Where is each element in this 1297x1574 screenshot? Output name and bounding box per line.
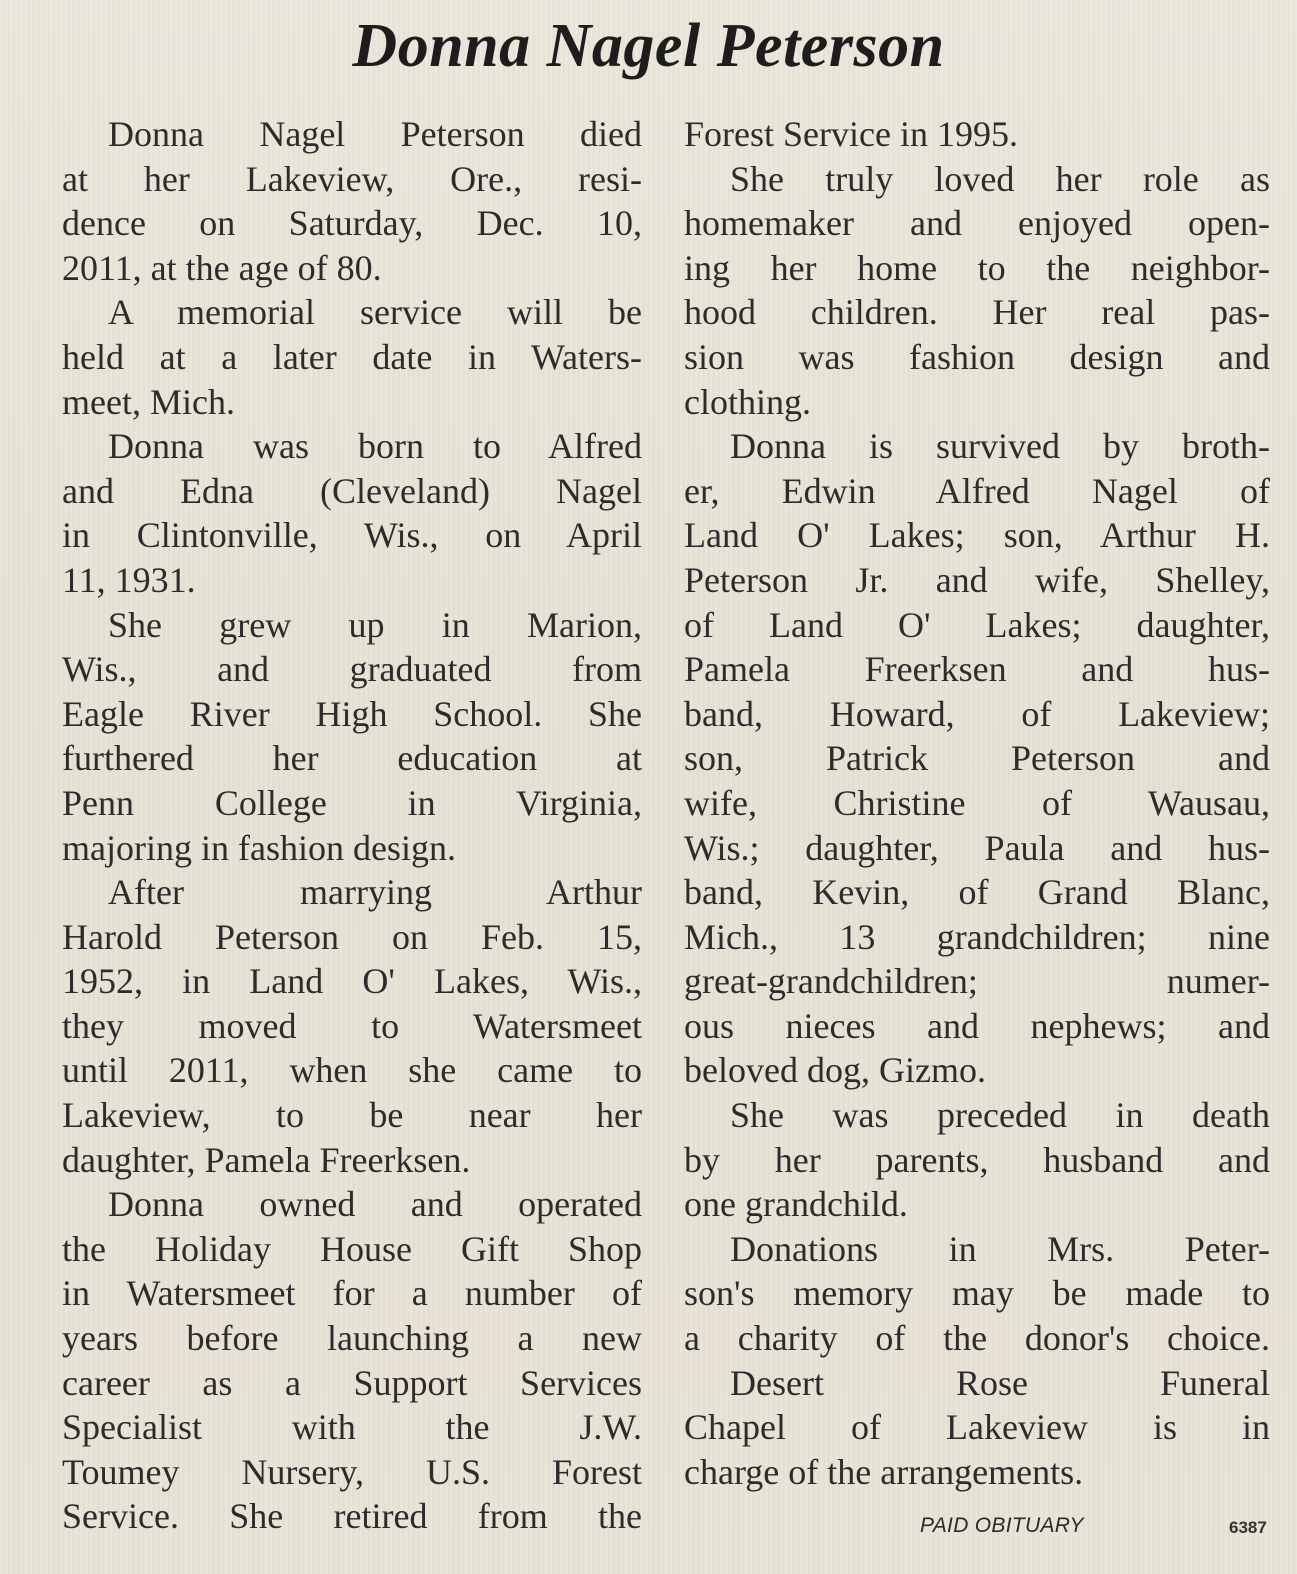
text-line: Toumey Nursery, U.S. Forest [62,1451,642,1492]
text-line: the Holiday House Gift Shop [62,1228,642,1269]
text-line: 2011, at the age of 80. [62,247,382,288]
text-line: ous nieces and nephews; and [684,1005,1270,1046]
text-line: Harold Peterson on Feb. 15, [62,916,642,957]
obituary-title: Donna Nagel Peterson [352,12,945,80]
text-line: daughter, Pamela Freerksen. [62,1139,471,1180]
paid-obituary-label: PAID OBITUARY [920,1514,1084,1537]
text-line: Donna owned and operated [108,1184,642,1225]
text-line: Wis., and graduated from [62,649,642,690]
text-line: Lakeview, to be near her [62,1095,642,1136]
text-line: Specialist with the J.W. [62,1407,642,1448]
text-line: Donations in Mrs. Peter- [730,1228,1270,1269]
text-line: beloved dog, Gizmo. [684,1050,986,1091]
text-line: years before launching a new [62,1318,642,1359]
text-line: in Clintonville, Wis., on April [62,515,642,556]
text-line: Eagle River High School. She [62,693,642,734]
text-line: in Watersmeet for a number of [62,1273,642,1314]
text-line: Desert Rose Funeral [730,1362,1270,1403]
text-line: of Land O' Lakes; daughter, [684,604,1270,645]
text-line: sion was fashion design and [684,336,1270,377]
text-line: Donna was born to Alfred [108,426,642,467]
obituary-column-left [62,112,642,1539]
text-line: Mich., 13 grandchildren; nine [684,916,1270,957]
text-line: Wis.; daughter, Paula and hus- [684,827,1270,868]
text-line: After marrying Arthur [108,872,642,913]
text-line: homemaker and enjoyed open- [684,203,1270,244]
text-line: Pamela Freerksen and hus- [684,649,1270,690]
ad-code: 6387 [1229,1518,1267,1537]
text-line: son, Patrick Peterson and [684,738,1270,779]
text-line: charge of the arrangements. [684,1451,1084,1492]
text-line: by her parents, husband and [684,1139,1270,1180]
text-line: until 2011, when she came to [62,1050,642,1091]
text-line: A memorial service will be [108,292,642,333]
text-line: She was preceded in death [730,1095,1270,1136]
text-line: Peterson Jr. and wife, Shelley, [684,559,1270,600]
text-line: She truly loved her role as [730,158,1270,199]
text-line: a charity of the donor's choice. [684,1318,1270,1359]
text-line: held at a later date in Waters- [62,336,642,377]
text-line: Forest Service in 1995. [684,114,1018,154]
text-line: career as a Support Services [62,1362,642,1403]
text-line: Chapel of Lakeview is in [684,1407,1270,1448]
text-line: Land O' Lakes; son, Arthur H. [684,515,1270,556]
text-line: Donna Nagel Peterson died [108,114,642,154]
text-line: great-grandchildren; numer- [684,961,1270,1002]
text-line: 11, 1931. [62,559,196,600]
text-line: Donna is survived by broth- [730,426,1270,467]
text-line: hood children. Her real pas- [684,292,1270,333]
text-line: son's memory may be made to [684,1273,1270,1314]
obituary-column-right [684,112,1270,1494]
text-line: furthered her education at [62,738,642,779]
text-line: one grandchild. [684,1184,908,1225]
text-line: er, Edwin Alfred Nagel of [684,470,1270,511]
text-line: and Edna (Cleveland) Nagel [62,470,642,511]
text-line: clothing. [684,381,811,422]
text-line: at her Lakeview, Ore., resi- [62,158,642,199]
text-line: 1952, in Land O' Lakes, Wis., [62,961,642,1002]
text-line: Penn College in Virginia, [62,782,642,823]
text-line: ing her home to the neighbor- [684,247,1270,288]
text-line: wife, Christine of Wausau, [684,782,1270,823]
text-line: She grew up in Marion, [108,604,642,645]
text-line: meet, Mich. [62,381,235,422]
text-line: Service. She retired from the [62,1496,642,1537]
text-line: dence on Saturday, Dec. 10, [62,203,642,244]
text-line: they moved to Watersmeet [62,1005,642,1046]
text-line: majoring in fashion design. [62,827,456,868]
text-line: band, Howard, of Lakeview; [684,693,1270,734]
text-line: band, Kevin, of Grand Blanc, [684,872,1270,913]
